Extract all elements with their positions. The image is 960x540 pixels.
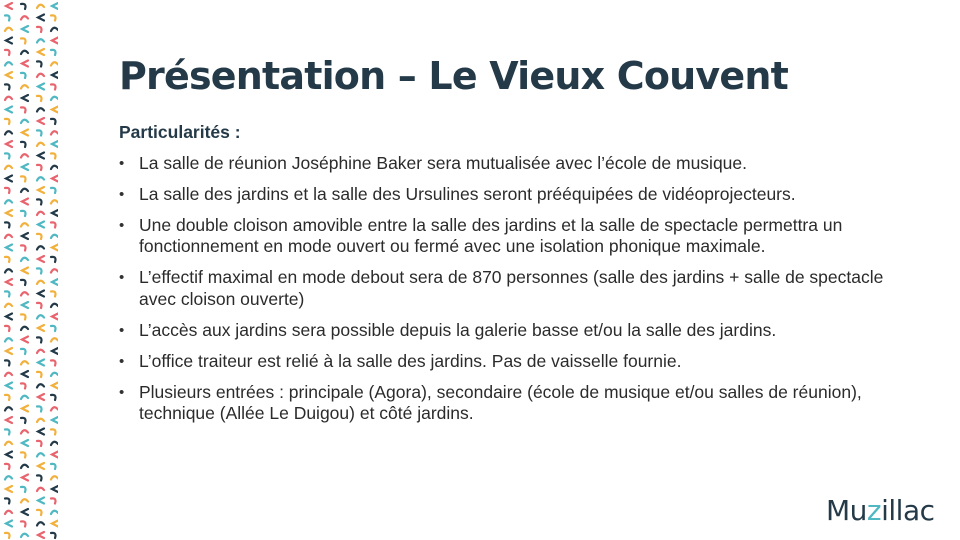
pattern-glyph	[38, 394, 44, 400]
pattern-glyph	[37, 39, 44, 42]
pattern-glyph	[6, 245, 12, 251]
pattern-glyph	[5, 28, 12, 31]
pattern-glyph	[51, 511, 58, 514]
pattern-glyph	[22, 199, 28, 205]
pattern-glyph	[51, 269, 58, 272]
pattern-glyph	[22, 509, 28, 515]
pattern-glyph	[52, 210, 58, 216]
pattern-glyph	[51, 338, 58, 341]
pattern-glyph	[5, 429, 10, 434]
pattern-glyph	[51, 464, 56, 469]
pattern-glyph	[22, 406, 28, 412]
pattern-glyph	[21, 314, 26, 319]
pattern-glyph	[51, 166, 58, 169]
bullet-text: L’office traiteur est relié à la salle des jardins. Pas de vaisselle fournie.	[139, 350, 682, 371]
pattern-glyph	[21, 499, 28, 502]
pattern-glyph	[6, 3, 12, 9]
pattern-glyph	[38, 153, 44, 159]
pattern-glyph	[51, 153, 56, 158]
pattern-glyph	[51, 131, 58, 134]
pattern-glyph	[51, 429, 56, 434]
pattern-glyph	[51, 200, 58, 203]
pattern-glyph	[37, 268, 42, 273]
pattern-glyph	[51, 257, 56, 262]
pattern-glyph	[37, 337, 42, 342]
pattern-glyph	[6, 521, 12, 527]
pattern-glyph	[5, 533, 10, 538]
pattern-glyph	[6, 279, 12, 285]
slide-title: Présentation – Le Vieux Couvent	[119, 54, 788, 98]
pattern-glyph	[5, 235, 12, 238]
pattern-glyph	[21, 16, 28, 19]
pattern-glyph	[37, 315, 44, 318]
bullet-icon: •	[119, 352, 125, 370]
pattern-glyph	[6, 486, 12, 492]
pattern-glyph	[37, 143, 44, 146]
pattern-glyph	[52, 314, 58, 320]
pattern-glyph	[22, 371, 28, 377]
pattern-glyph	[22, 475, 28, 481]
pattern-glyph	[5, 257, 10, 262]
pattern-glyph	[52, 279, 58, 285]
pattern-glyph	[21, 120, 28, 123]
pattern-glyph	[38, 360, 44, 366]
pattern-glyph	[51, 15, 56, 20]
pattern-glyph	[21, 258, 28, 261]
pattern-glyph	[52, 3, 58, 9]
bullet-icon: •	[119, 383, 125, 401]
pattern-glyph	[5, 50, 10, 55]
pattern-glyph	[52, 452, 58, 458]
logo-part-2: illac	[881, 494, 935, 527]
pattern-glyph	[51, 28, 58, 31]
pattern-glyph	[37, 5, 44, 8]
pattern-glyph	[51, 304, 58, 307]
pattern-glyph	[21, 452, 26, 457]
subheading: Particularités :	[119, 122, 241, 142]
pattern-glyph	[51, 326, 56, 331]
pattern-glyph	[5, 269, 12, 272]
pattern-glyph	[6, 452, 12, 458]
bullet-item	[119, 215, 899, 258]
bullet-item	[119, 184, 899, 206]
pattern-glyph	[52, 521, 58, 527]
pattern-glyph	[5, 166, 12, 169]
pattern-glyph	[37, 212, 44, 215]
pattern-glyph	[21, 38, 26, 43]
pattern-glyph	[22, 233, 28, 239]
pattern-glyph	[52, 245, 58, 251]
pattern-glyph	[21, 430, 28, 433]
pattern-glyph	[5, 442, 12, 445]
pattern-glyph	[52, 486, 58, 492]
slide-content	[119, 122, 899, 434]
pattern-glyph	[21, 223, 28, 226]
pattern-glyph	[51, 97, 58, 100]
pattern-glyph	[37, 419, 44, 422]
pattern-glyph	[5, 360, 10, 365]
bullet-icon: •	[119, 321, 125, 339]
pattern-glyph	[51, 360, 56, 365]
pattern-glyph	[37, 199, 42, 204]
pattern-glyph	[21, 107, 26, 112]
pattern-glyph	[6, 383, 12, 389]
muzillac-logo	[826, 494, 935, 527]
logo-part-1: Mu	[826, 494, 867, 527]
bullet-list	[119, 153, 899, 425]
pattern-glyph	[52, 38, 58, 44]
pattern-glyph	[37, 130, 42, 135]
pattern-glyph	[6, 348, 12, 354]
pattern-glyph	[5, 338, 12, 341]
pattern-glyph	[38, 325, 44, 331]
pattern-glyph	[5, 15, 10, 20]
pattern-glyph	[37, 303, 42, 308]
pattern-glyph	[38, 222, 44, 228]
pattern-glyph	[22, 130, 28, 136]
bullet-icon: •	[119, 185, 125, 203]
logo-part-accent: z	[866, 494, 882, 527]
pattern-glyph	[21, 176, 26, 181]
pattern-glyph	[5, 476, 12, 479]
bullet-text: La salle des jardins et la salle des Ursulines seront prééquipées de vidéoprojecteurs.	[139, 183, 796, 204]
pattern-glyph	[21, 465, 28, 468]
pattern-glyph	[5, 153, 10, 158]
pattern-glyph	[21, 142, 26, 147]
pattern-glyph	[6, 38, 12, 44]
bullet-item	[119, 351, 899, 373]
pattern-glyph	[22, 440, 28, 446]
pattern-glyph	[5, 222, 10, 227]
pattern-glyph	[5, 395, 10, 400]
pattern-glyph	[38, 49, 44, 55]
pattern-glyph	[37, 61, 42, 66]
pattern-glyph	[21, 292, 28, 295]
pattern-glyph	[37, 488, 44, 491]
pattern-glyph	[52, 417, 58, 423]
pattern-glyph	[5, 464, 10, 469]
pattern-glyph	[37, 475, 42, 480]
pattern-glyph	[52, 72, 58, 78]
pattern-glyph	[22, 164, 28, 170]
pattern-glyph	[51, 373, 58, 376]
pattern-glyph	[6, 107, 12, 113]
pattern-glyph	[37, 453, 44, 456]
pattern-glyph	[5, 188, 10, 193]
pattern-glyph	[51, 442, 58, 445]
pattern-glyph	[51, 407, 58, 410]
pattern-glyph	[5, 407, 12, 410]
pattern-glyph	[21, 361, 28, 364]
pattern-glyph	[21, 154, 28, 157]
pattern-glyph	[5, 97, 12, 100]
bullet-text: La salle de réunion Joséphine Baker sera mutualisée avec l’école de musique.	[139, 152, 748, 173]
pattern-glyph	[37, 177, 44, 180]
pattern-glyph	[51, 50, 56, 55]
pattern-glyph	[37, 234, 42, 239]
pattern-glyph	[37, 350, 44, 353]
pattern-glyph	[38, 256, 44, 262]
pattern-glyph	[52, 383, 58, 389]
pattern-glyph	[38, 532, 44, 538]
pattern-glyph	[51, 222, 56, 227]
pattern-glyph	[22, 337, 28, 343]
bullet-text: L’accès aux jardins sera possible depuis la galerie basse et/ou la salle des jardins.	[139, 319, 777, 340]
pattern-glyph	[37, 384, 44, 387]
pattern-glyph	[6, 141, 12, 147]
pattern-glyph	[38, 118, 44, 124]
pattern-glyph	[52, 141, 58, 147]
pattern-glyph	[5, 200, 12, 203]
bullet-text: L’effectif maximal en mode debout sera de 870 personnes (salle des jardins + salle de spectacle avec cloison ouverte)	[139, 267, 884, 309]
pattern-glyph	[37, 510, 42, 515]
bullet-item	[119, 320, 899, 342]
pattern-glyph	[21, 51, 28, 54]
pattern-glyph	[51, 291, 56, 296]
bullet-item	[119, 382, 899, 425]
pattern-glyph	[38, 84, 44, 90]
pattern-glyph	[51, 395, 56, 400]
pattern-glyph	[37, 108, 44, 111]
bullet-text: Une double cloison amovible entre la salle des jardins et la salle de spectacle permettra un fonctionnement en mode ouvert ou fermé avec une isolation phonique maximale.	[139, 214, 843, 256]
bullet-text: Plusieurs entrées : principale (Agora), secondaire (école de musique et/ou salles de réunion), technique (Allée Le Duigou) et côté jardins.	[139, 381, 862, 423]
pattern-glyph	[21, 521, 26, 526]
pattern-glyph	[6, 314, 12, 320]
pattern-glyph	[21, 383, 26, 388]
pattern-glyph	[37, 74, 44, 77]
bullet-icon: •	[119, 216, 125, 234]
pattern-glyph	[22, 26, 28, 32]
pattern-glyph	[37, 27, 42, 32]
decorative-pattern-strip	[0, 0, 58, 540]
pattern-glyph	[22, 61, 28, 67]
pattern-glyph	[21, 327, 28, 330]
pattern-glyph	[37, 522, 44, 525]
pattern-glyph	[38, 187, 44, 193]
pattern-glyph	[37, 96, 42, 101]
pattern-glyph	[22, 268, 28, 274]
pattern-glyph	[5, 326, 10, 331]
pattern-glyph	[5, 498, 10, 503]
pattern-glyph	[51, 188, 56, 193]
pattern-glyph	[38, 498, 44, 504]
pattern-glyph	[37, 165, 42, 170]
pattern-glyph	[52, 176, 58, 182]
pattern-glyph	[21, 349, 26, 354]
pattern-glyph	[38, 291, 44, 297]
pattern-glyph	[38, 15, 44, 21]
pattern-glyph	[21, 280, 26, 285]
bullet-item	[119, 267, 899, 310]
bullet-icon: •	[119, 154, 125, 172]
pattern-glyph	[51, 476, 58, 479]
pattern-glyph	[6, 417, 12, 423]
pattern-glyph	[52, 107, 58, 113]
pattern-glyph	[37, 281, 44, 284]
bullet-icon: •	[119, 269, 125, 286]
pattern-glyph	[22, 95, 28, 101]
pattern-glyph	[21, 487, 26, 492]
pattern-glyph	[51, 84, 56, 89]
pattern-glyph	[21, 4, 26, 9]
pattern-glyph	[22, 302, 28, 308]
pattern-glyph	[51, 119, 56, 124]
pattern-glyph	[51, 533, 56, 538]
pattern-glyph	[6, 210, 12, 216]
pattern-glyph	[37, 372, 42, 377]
pattern-glyph	[52, 348, 58, 354]
pattern-glyph	[5, 84, 10, 89]
pattern-glyph	[5, 291, 10, 296]
pattern-glyph	[21, 245, 26, 250]
pattern-glyph	[21, 396, 28, 399]
pattern-glyph	[51, 62, 58, 65]
pattern-glyph	[51, 498, 56, 503]
pattern-glyph	[21, 534, 28, 537]
pattern-glyph	[21, 418, 26, 423]
pattern-glyph	[37, 441, 42, 446]
pattern-glyph	[5, 373, 12, 376]
pattern-glyph	[6, 72, 12, 78]
pattern-glyph	[38, 463, 44, 469]
bullet-item	[119, 153, 899, 175]
pattern-glyph	[21, 85, 28, 88]
pattern-glyph	[37, 246, 44, 249]
pattern-glyph	[6, 176, 12, 182]
pattern-glyph	[5, 511, 12, 514]
pattern-glyph	[5, 119, 10, 124]
pattern-glyph	[5, 62, 12, 65]
pattern-glyph	[51, 235, 58, 238]
pattern-glyph	[21, 211, 26, 216]
pattern-glyph	[21, 189, 28, 192]
pattern-glyph	[5, 304, 12, 307]
pattern-glyph	[38, 429, 44, 435]
pattern-glyph	[21, 73, 26, 78]
pattern-glyph	[37, 406, 42, 411]
pattern-glyph	[5, 131, 12, 134]
